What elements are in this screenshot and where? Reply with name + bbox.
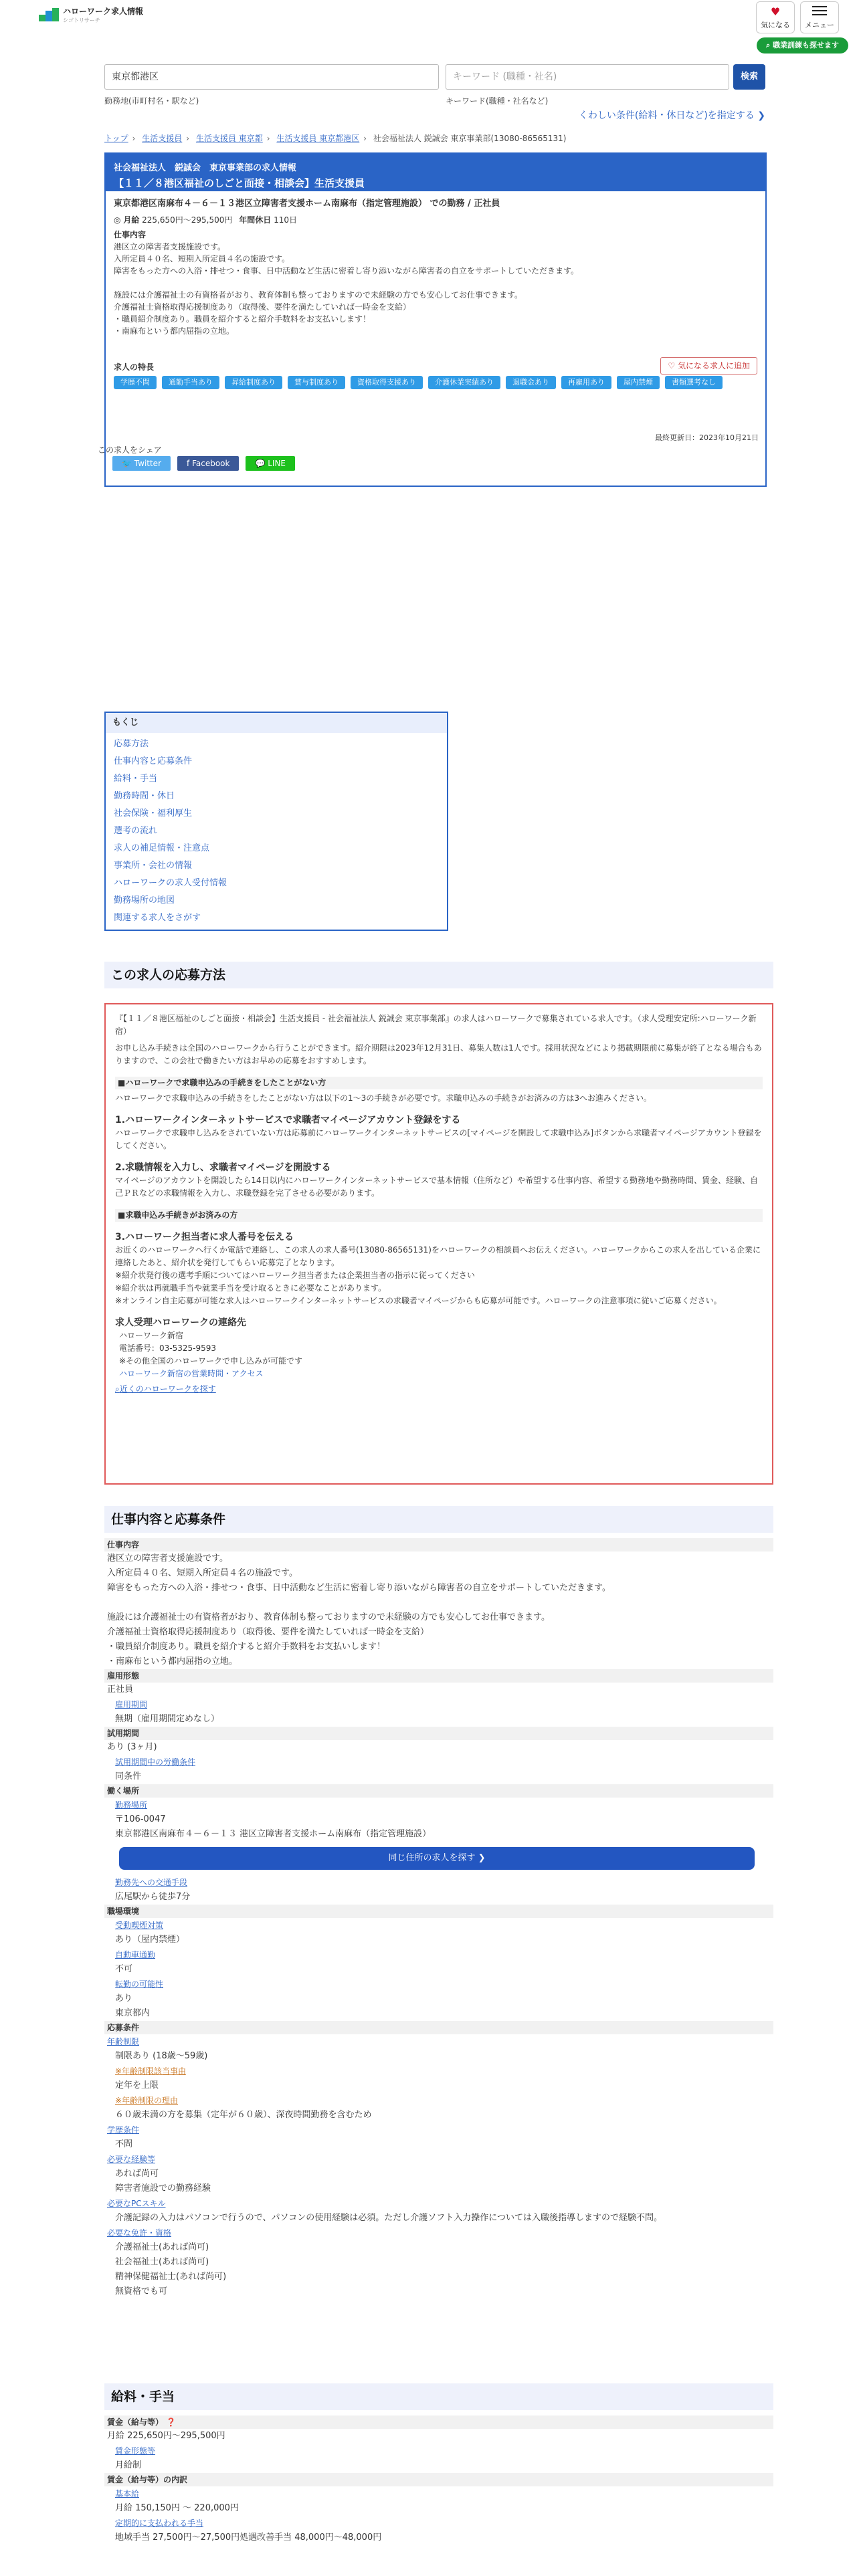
work-label: 仕事内容	[104, 1538, 773, 1551]
search-icon: ⌕	[115, 1384, 120, 1394]
base-value: 月給 150,150円 〜 220,000円	[115, 2503, 239, 2513]
favorites-label: 気になる	[761, 21, 790, 29]
job-title: 【１１／８港区福祉のしごと面接・相談会】生活支援員	[114, 177, 365, 189]
place-label: 働く場所	[104, 1784, 773, 1798]
breakdown-label: 賃金（給与等）の内訳	[104, 2473, 773, 2486]
last-updated: 最終更新日：2023年10月21日	[655, 433, 759, 442]
job-card	[98, 152, 767, 487]
yen-icon: ◎	[114, 215, 121, 225]
line-icon: 💬	[255, 459, 266, 468]
car-value: 不可	[115, 1964, 133, 1974]
heart-icon: ♥	[770, 5, 781, 18]
car-sub[interactable]: 自動車通勤	[115, 1950, 156, 1959]
job-salary: ◎ 月給 225,650円〜295,500円 年間休日 110日	[114, 215, 297, 225]
exp-sub[interactable]: 必要な経験等	[107, 2155, 156, 2164]
favorites-button[interactable]	[756, 1, 795, 33]
breadcrumb: トップ › 生活支援員 › 生活支援員 東京都 › 生活支援員 東京都港区 › 社会福祉法人 鋭誠会 東京事業部(13080-86565131)	[104, 134, 567, 143]
tag[interactable]: 賞与制度あり	[288, 376, 345, 389]
toc-item[interactable]: 給料・手当	[114, 774, 158, 784]
work-label: 仕事内容	[114, 230, 147, 239]
license-item: 無資格でも可	[115, 2286, 168, 2296]
menu-button[interactable]	[800, 1, 839, 33]
tag[interactable]: 学歴不問	[114, 376, 157, 389]
job-org: 社会福祉法人 鋭誠会 東京事業部の求人情報	[114, 163, 297, 173]
apply-bar-new: ■ハローワークで求職申込みの手続きをしたことがない方	[115, 1077, 763, 1089]
toc-item[interactable]: 社会保険・福利厚生	[114, 809, 193, 819]
tag[interactable]: 再雇用あり	[561, 376, 611, 389]
advanced-search-link[interactable]: くわしい条件(給料・休日など)を指定する ❯	[578, 110, 765, 121]
license-item: 介護福祉士(あれば尚可)	[115, 2242, 209, 2252]
trial-label: 試用期間	[104, 1727, 773, 1740]
details-section	[104, 1538, 773, 2299]
toc-title: もくじ	[106, 713, 447, 733]
table-of-contents	[104, 712, 448, 931]
tag[interactable]: 書類選考なし	[665, 376, 723, 389]
access-value: 広尾駅から徒歩7分	[115, 1892, 191, 1902]
toc-item[interactable]: 関連する求人をさがす	[114, 913, 201, 923]
menu-label: メニュー	[805, 21, 834, 29]
step-3-note: ※紹介状は再就職手当や就業手当を受け取るときに必要なことがあります。	[115, 1283, 387, 1293]
period-sub[interactable]: 雇用期間	[115, 1700, 148, 1709]
toc-item[interactable]: 勤務場所の地図	[114, 895, 175, 905]
trial-cond-sub[interactable]: 試用期間中の労働条件	[115, 1757, 196, 1767]
breadcrumb-top[interactable]: トップ	[104, 134, 128, 143]
job-address: 東京都港区南麻布４－６－１３港区立障害者支援ホーム南麻布（指定管理施設） での勤務 / 正社員	[114, 199, 500, 209]
transfer-sub[interactable]: 転勤の可能性	[115, 1979, 164, 1989]
apply-bar-new-text: ハローワークで求職申込みの手続きをしたことがない方は以下の1〜3の手続きが必要です。求職申込みの手続きがお済みの方は3へお進みください。	[115, 1093, 652, 1103]
heart-outline-icon: ♡	[668, 361, 676, 370]
apply-heading: この求人の応募方法	[104, 962, 773, 988]
toc-item[interactable]: 応募方法	[114, 739, 149, 749]
features-label: 求人の特長	[114, 362, 155, 372]
wage-form-value: 月給制	[115, 2460, 142, 2470]
pc-value: 介護記録の入力はパソコンで行うので、パソコンの使用経験は必須。ただし介護ソフト入力操作については入職後指導しますので経験不問。	[115, 2213, 662, 2223]
step-3-note: ※紹介状発行後の選考手順についてはハローワーク担当者または企業担当者の指示に従ってください	[115, 1271, 475, 1280]
training-search-button[interactable]: ⌕ 職業訓練も探せます	[757, 37, 848, 53]
apply-intro: 『【１１／８港区福祉のしごと面接・相談会】生活支援員 - 社会福祉法人 鋭誠会 東京事業部』の求人はハローワークで募集されている求人です。（求人受理安定所:ハローワーク新宿）	[115, 1014, 757, 1036]
same-address-button[interactable]: 同じ住所の求人を探す ❯	[119, 1847, 755, 1870]
breadcrumb-job[interactable]: 生活支援員	[142, 134, 183, 143]
search-button[interactable]: 検索	[733, 64, 765, 90]
contact-title: 求人受理ハローワークの連絡先	[115, 1317, 246, 1328]
office-access-link[interactable]: ハローワーク新宿の営業時間・アクセス	[119, 1369, 264, 1378]
contact-office: ハローワーク新宿	[119, 1331, 184, 1340]
age-basis-sub[interactable]: ※年齢制限該当事由	[115, 2066, 187, 2076]
fixed-sub[interactable]: 定期的に支払われる手当	[115, 2518, 204, 2528]
nearby-office-link[interactable]: ⌕近くのハローワークを探す	[115, 1384, 216, 1394]
transfer-area: 東京都内	[115, 2008, 151, 2018]
contact-note: ※その他全国のハローワークで申し込みが可能です	[119, 1356, 303, 1366]
wages-section	[104, 2416, 773, 2545]
tag[interactable]: 資格取得支援あり	[351, 376, 423, 389]
env-label: 職場環境	[104, 1905, 773, 1918]
base-sub[interactable]: 基本給	[115, 2489, 140, 2498]
step-3-title: 3.ハローワーク担当者に求人番号を伝える	[115, 1232, 294, 1243]
tag[interactable]: 昇給制度あり	[225, 376, 282, 389]
location-input[interactable]: 東京都港区	[104, 64, 439, 90]
site-logo[interactable]	[39, 5, 143, 24]
edu-value: 不問	[115, 2139, 133, 2149]
feature-tags	[114, 376, 729, 389]
share-buttons	[112, 456, 295, 471]
work-desc: 港区立の障害者支援施設です。 入所定員４０名、短期入所定員４名の施設です。 障害をもった方への入浴・排せつ・食事、日中活動など生活に密着し寄り添いながら障害者の自立をサポートしていただきます。 施設には介護福祉士の有資格者がおり、教育体制も整っておりますので未経験の方でも安心してお仕事できます。 介護福祉士資格取得応援制度あり（取得後、要件を満たしていれば一時金を支給） ・職員紹介制度あり。職員を紹介すると紹介手数料をお支払いします！ ・南麻布という都内屈指の立地。	[114, 242, 579, 336]
step-2-text: マイページのアカウントを開設したら14日以内にハローワークインターネットサービスで基本情報（住所など）や希望する仕事内容、希望する勤務地や勤務時間、賃金、経験、自己ＰＲなどの求職情報を入力し、求職登録を完了させる必要があります。	[115, 1176, 758, 1198]
logo-subtitle: シゴトリサーチ	[63, 17, 100, 23]
breadcrumb-current: 社会福祉法人 鋭誠会 東京事業部(13080-86565131)	[373, 134, 567, 143]
zip-value: 〒106-0047	[115, 1814, 166, 1824]
age-sub[interactable]: 年齢制限	[107, 2037, 140, 2046]
location-label: 勤務地(市町村名・駅など)	[104, 96, 199, 106]
toc-item[interactable]: 求人の補足情報・注意点	[114, 843, 210, 853]
transfer-value: あり	[115, 1994, 133, 2004]
logo-icon	[39, 8, 59, 21]
cond-label: 応募条件	[104, 2021, 773, 2034]
wage-form-sub[interactable]: 賃金形態等	[115, 2446, 156, 2456]
edu-sub[interactable]: 学歴条件	[107, 2125, 140, 2135]
toc-item[interactable]: 勤務時間・休日	[114, 791, 175, 801]
tag[interactable]: 屋内禁煙	[617, 376, 660, 389]
step-3-text: お近くのハローワークへ行くか電話で連絡し、この求人の求人番号(13080-86565131)をハローワークの相談員へお伝えください。ハローワークからこの求人を出している企業に連絡したあと、紹介状を発行してもらい応募完了となります。	[115, 1245, 761, 1267]
toc-item[interactable]: 選考の流れ	[114, 826, 158, 836]
smoke-value: あり（屋内禁煙）	[115, 1935, 185, 1945]
smoke-sub[interactable]: 受動喫煙対策	[115, 1921, 164, 1930]
employment-label: 雇用形態	[104, 1669, 773, 1683]
work-desc: 港区立の障害者支援施設です。 入所定員４０名、短期入所定員４名の施設です。 障害をもった方への入浴・排せつ・食事、日中活動など生活に密着し寄り添いながら障害者の自立をサポートしていただきます。 施設には介護福祉士の有資格者がおり、教育体制も整っておりますので未経験の方でも安心してお仕事できます。 介護福祉士資格取得応援制度あり（取得後、要件を満たしていれば一時金を支給） ・職員紹介制度あり。職員を紹介すると紹介手数料をお支払いします！ ・南麻布という都内屈指の立地。	[107, 1553, 611, 1667]
license-item: 精神保健福祉士(あれば尚可)	[115, 2272, 227, 2282]
trial-cond-value: 同条件	[115, 1772, 142, 1782]
employment-value: 正社員	[107, 1685, 134, 1695]
license-sub[interactable]: 必要な免許・資格	[107, 2228, 172, 2238]
place-value: 東京都港区南麻布４－６－１３ 港区立障害者支援ホーム南麻布（指定管理施設）	[115, 1829, 432, 1839]
help-icon[interactable]: ❓	[166, 2418, 177, 2427]
apply-bar-done: ■求職申込み手続きがお済みの方	[115, 1209, 763, 1222]
hamburger-icon	[801, 6, 838, 18]
place-sub[interactable]: 勤務場所	[115, 1800, 148, 1810]
apply-intro-2: お申し込み手続きは全国のハローワークから行うことができます。紹介期限は2023年12月31日、募集人数は1人です。採用状況などにより掲載期限前に募集が終了となる場合もありますので、この会社で働きたい方はお早めの応募をおすすめします。	[115, 1043, 762, 1065]
facebook-icon: f	[187, 459, 190, 468]
twitter-icon: 🐦	[122, 459, 132, 468]
age-reason-value: ６０歳未満の方を募集（定年が６０歳）、深夜時間勤務を含むため	[115, 2110, 372, 2120]
search-icon: ⌕	[766, 41, 773, 49]
breadcrumb-pref[interactable]: 生活支援員 東京都	[195, 134, 263, 143]
breadcrumb-city[interactable]: 生活支援員 東京都港区	[276, 134, 360, 143]
trial-value: あり (3ヶ月)	[107, 1742, 157, 1752]
wages-heading: 給料・手当	[104, 2383, 773, 2410]
facebook-share-button[interactable]: f Facebook	[177, 456, 239, 471]
age-basis-value: 定年を上限	[115, 2080, 159, 2090]
wage-value: 月給 225,650円〜295,500円	[107, 2431, 225, 2441]
twitter-share-button[interactable]: 🐦 Twitter	[112, 456, 171, 471]
fixed-value: 地域手当 27,500円〜27,500円処遇改善手当 48,000円〜48,000円	[115, 2533, 382, 2543]
tag[interactable]: 通勤手当あり	[162, 376, 219, 389]
exp-value: あれば尚可	[115, 2169, 159, 2179]
apply-box	[104, 1003, 773, 1485]
license-item: 社会福祉士(あれば尚可)	[115, 2257, 209, 2267]
details-heading: 仕事内容と応募条件	[104, 1506, 773, 1533]
wage-label: 賃金（給与等） ❓	[104, 2416, 773, 2429]
contact-phone: 電話番号：03-5325-9593	[119, 1344, 217, 1353]
site-header	[0, 0, 859, 64]
toc-item[interactable]: 事業所・会社の情報	[114, 861, 193, 871]
share-label: この求人をシェア	[98, 445, 162, 455]
keyword-input[interactable]: キーワード (職種・社名)	[446, 64, 729, 90]
pc-sub[interactable]: 必要なPCスキル	[107, 2199, 166, 2208]
line-share-button[interactable]: 💬 LINE	[246, 456, 295, 471]
logo-title: ハローワーク求人情報	[63, 7, 144, 16]
step-1-title: 1.ハローワークインターネットサービスで求職者マイページアカウント登録をする	[115, 1115, 461, 1125]
tag[interactable]: 退職金あり	[506, 376, 556, 389]
age-value: 制限あり (18歳〜59歳)	[115, 2051, 208, 2061]
step-1-text: ハローワークで求職申し込みをされていない方は応募前にハローワークインターネットサービスの[マイページを開設して求職申込み]ボタンから求職者マイページアカウント登録をしてください。	[115, 1128, 762, 1150]
tag[interactable]: 介護休業実績あり	[428, 376, 500, 389]
exp-detail: 障害者施設での勤務経験	[115, 2183, 211, 2193]
keyword-label: キーワード(職種・社名など)	[446, 96, 549, 106]
age-reason-sub[interactable]: ※年齢制限の理由	[115, 2096, 179, 2105]
access-sub[interactable]: 勤務先への交通手段	[115, 1878, 188, 1887]
step-3-note: ※オンライン自主応募が可能な求人はハローワークインターネットサービスの求職者マイページからも応募が可能です。ハローワークの注意事項に従いご応募ください。	[115, 1296, 722, 1305]
step-2-title: 2.求職情報を入力し、求職者マイページを開設する	[115, 1162, 331, 1173]
add-favorite-button[interactable]: ♡ 気になる求人に追加	[660, 357, 757, 374]
toc-item[interactable]: 仕事内容と応募条件	[114, 756, 193, 766]
period-value: 無期（雇用期間定めなし）	[115, 1714, 220, 1724]
toc-item[interactable]: ハローワークの求人受付情報	[114, 878, 227, 888]
